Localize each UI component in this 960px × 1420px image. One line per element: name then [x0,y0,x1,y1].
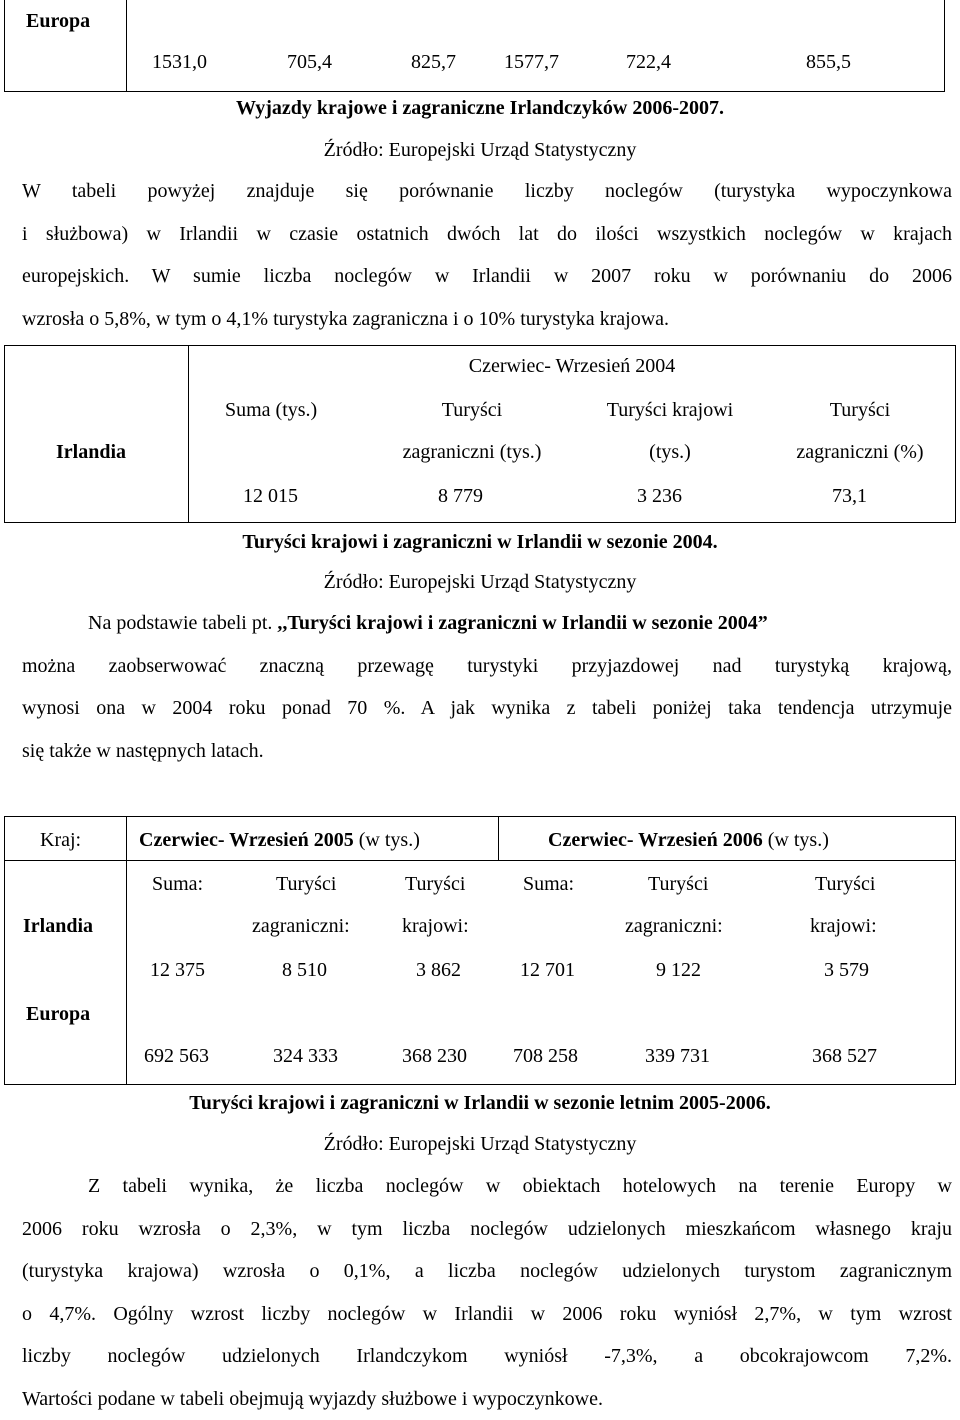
quote-mark: ,, [277,612,287,634]
source-note: Źródło: Europejski Urząd Statystyczny [0,570,960,594]
table-cell: 12 375 [150,958,205,982]
quote-mark: ” [758,612,768,634]
table-cell: 12 015 [243,484,298,508]
table-cell: 855,5 [806,50,851,74]
table-cell: 368 230 [402,1044,467,1068]
table-cell: 825,7 [411,50,456,74]
table-cell: 3 579 [824,958,869,982]
paragraph-line: Z tabeli wynika, że liczba noclegów w obiektach hotelowych na terenie Europy w [22,1165,952,1208]
column-header: Suma: [523,872,574,896]
paragraph-line: i służbowa) w Irlandii w czasie ostatnich dwóch lat do ilości wszystkich noclegów w krajach [22,213,952,256]
period-label: Czerwiec- Wrzesień 2006 [548,829,763,851]
table-cell: 708 258 [513,1044,578,1068]
paragraph [22,1165,952,1420]
table-cell: 12 701 [520,958,575,982]
column-header: zagraniczni (tys.) [372,440,572,464]
table-cell: 8 779 [438,484,483,508]
column-header: Suma: [152,872,203,896]
column-header: Turyści [770,398,950,422]
row-label-europa: Europa [26,1002,90,1026]
table-cell: 1577,7 [504,50,559,74]
table-cell: 692 563 [144,1044,209,1068]
paragraph-line: można zaobserwować znaczną przewagę turystyki przyjazdowej nad turystyką krajową, [22,645,952,688]
table-cell: 705,4 [287,50,332,74]
column-header: zagraniczni (%) [770,440,950,464]
table-caption: Turyści krajowi i zagraniczni w Irlandii w sezonie letnim 2005-2006. [0,1091,960,1115]
paragraph-line: europejskich. W sumie liczba noclegów w Irlandii w 2007 roku w porównaniu do 2006 [22,255,952,298]
table-cell: 8 510 [282,958,327,982]
period-label: Czerwiec- Wrzesień 2005 [139,829,354,851]
column-header: Turyści [648,872,708,896]
period-header: Czerwiec- Wrzesień 2004 [189,354,955,378]
paragraph [22,602,952,772]
table-cell: 73,1 [832,484,867,508]
row-label-europa: Europa [26,9,90,33]
column-header: krajowi: [810,914,877,938]
table-cell: 3 862 [416,958,461,982]
column-header: zagraniczni: [252,914,350,938]
paragraph-line: W tabeli powyżej znajduje się porównanie liczby noclegów (turystyka wypoczynkowa [22,170,952,213]
table-cell: 1531,0 [152,50,207,74]
table-cell: 368 527 [812,1044,877,1068]
paragraph-first-line [22,602,952,645]
paragraph-line: wzrosła o 5,8%, w tym o 4,1% turystyka zagraniczna i o 10% turystyka krajowa. [22,298,952,341]
period-header-2006 [548,828,829,852]
row-label-irlandia: Irlandia [23,914,93,938]
paragraph-line: się także w następnych latach. [22,730,952,773]
paragraph [22,170,952,340]
paragraph-line: 2006 roku wzrosła o 2,3%, w tym liczba noclegów udzielonych mieszkańcom własnego kraju [22,1208,952,1251]
row-label-irlandia: Irlandia [56,440,126,464]
table-caption: Wyjazdy krajowe i zagraniczne Irlandczyków 2006-2007. [0,96,960,120]
table-caption: Turyści krajowi i zagraniczni w Irlandii w sezonie 2004. [0,530,960,554]
paragraph-line: o 4,7%. Ogólny wzrost liczby noclegów w Irlandii w 2006 roku wyniósł 2,7%, w tym wzrost [22,1293,952,1336]
source-note: Źródło: Europejski Urząd Statystyczny [0,138,960,162]
column-header: (tys.) [580,440,760,464]
paragraph-text: Na podstawie tabeli pt. [22,612,277,634]
kraj-header: Kraj: [40,828,81,852]
column-header: Turyści [276,872,336,896]
column-header: krajowi: [402,914,469,938]
paragraph-line: liczby noclegów udzielonych Irlandczykom wyniósł -7,3%, a obcokrajowcom 7,2%. [22,1335,952,1378]
unit-label: (w tys.) [359,829,420,851]
paragraph-line: Wartości podane w tabeli obejmują wyjazdy służbowe i wypoczynkowe. [22,1378,952,1420]
source-note: Źródło: Europejski Urząd Statystyczny [0,1132,960,1156]
column-header: Suma (tys.) [225,398,317,422]
paragraph-line: (turystyka krajowa) wzrosła o 0,1%, a liczba noclegów udzielonych turystom zagranicznym [22,1250,952,1293]
column-header: Turyści [815,872,875,896]
table-cell: 3 236 [637,484,682,508]
column-header: Turyści krajowi [580,398,760,422]
table-cell: 339 731 [645,1044,710,1068]
table-cell: 9 122 [656,958,701,982]
paragraph-line: wynosi ona w 2004 roku ponad 70 %. A jak wynika z tabeli poniżej taka tendencja utrzymuje [22,687,952,730]
period-header-2005 [139,828,420,852]
column-header: Turyści [405,872,465,896]
column-header: Turyści [372,398,572,422]
table-cell: 722,4 [626,50,671,74]
column-header: zagraniczni: [625,914,723,938]
table-cell: 324 333 [273,1044,338,1068]
quoted-title: Turyści krajowi i zagraniczni w Irlandii w sezonie 2004 [287,612,757,634]
unit-label: (w tys.) [768,829,829,851]
